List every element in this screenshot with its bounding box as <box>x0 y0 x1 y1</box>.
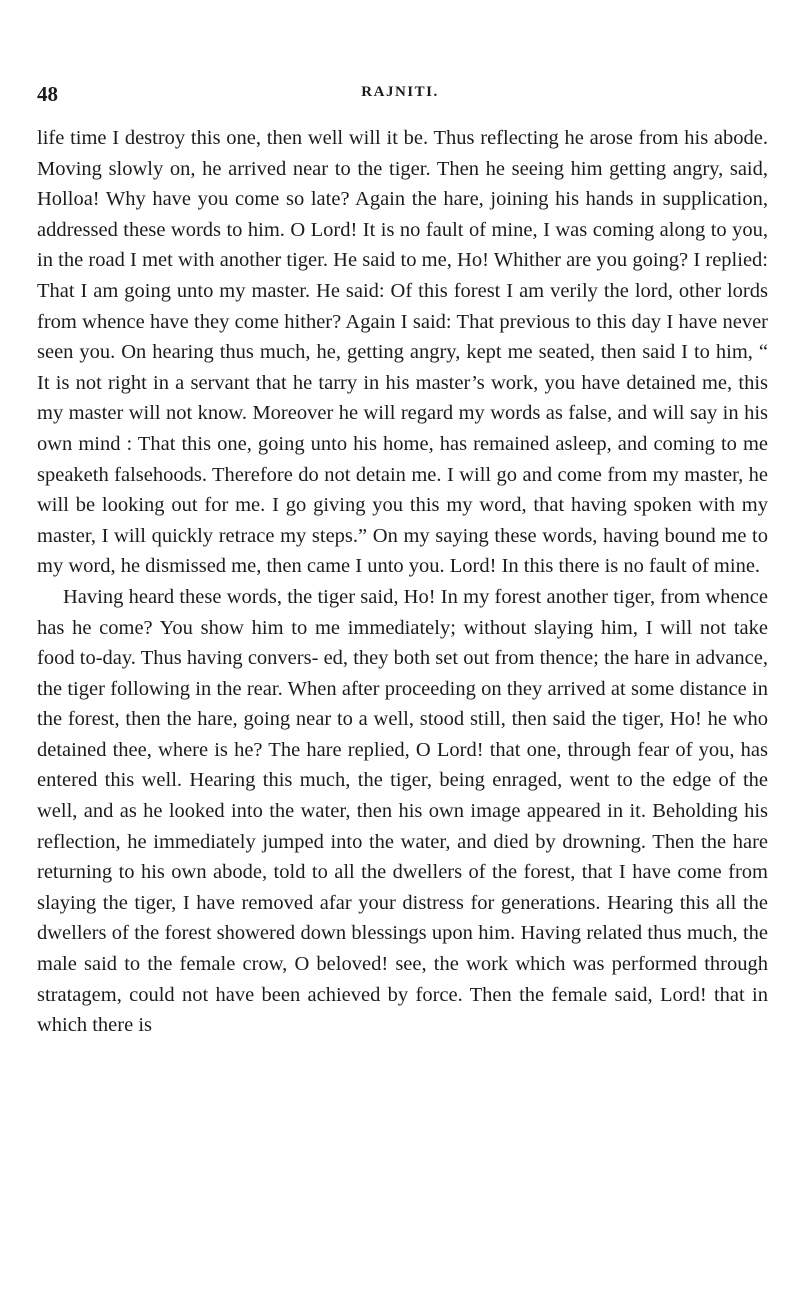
paragraph-continuation: life time I destroy this one, then well will it be. Thus reflecting he arose from his abode. Moving slowly on, he arrived near to the tiger. Then he seeing him getting angry, said, Holloa! Why have you come so late? Again the hare, joining his hands in supplication, addressed these words to him. O Lord! It is no fault of mine, I was coming along to you, in the road I met with another tiger. He said to me, Ho! Whither are you going? I replied: That I am going unto my master. He said: Of this forest I am verily the lord, other lords from whence have they come hither? Again I said: That previous to this day I have never seen you. On hearing thus much, he, getting angry, kept me seated, then said I to him, “ It is not right in a servant that he tarry in his master’s work, you have detained me, this my master will not know. Moreover he will regard my words as false, and will say in his own mind : That this one, going unto his home, has remained asleep, and coming to me speaketh falsehoods. Therefore do not detain me. I will go and come from my master, he will be looking out for me. I go giving you this my word, that having spoken with my master, I will quickly retrace my steps.” On my saying these words, having bound me to my word, he dismissed me, then came I unto you. Lord! In this there is no fault of mine. <box>37 127 768 578</box>
page-header <box>0 82 800 108</box>
running-head: RAJNITI. <box>361 84 439 100</box>
page-number: 48 <box>37 82 58 106</box>
paragraph: Having heard these words, the tiger said, Ho! In my forest another tiger, from whence has he come? You show him to me immediately; without slaying him, I will not take food to-day. Thus having convers- ed, they both set out from thence; the hare in advance, the tiger following in the rear. When after proceeding on they arrived at some distance in the forest, then the hare, going near to a well, stood still, then said the tiger, Ho! he who detained thee, where is he? The hare replied, O Lord! that one, through fear of you, has entered this well. Hearing this much, the tiger, being enraged, went to the edge of the well, and as he looked into the water, then his own image appeared in it. Beholding his reflection, he immediately jumped into the water, and died by drowning. Then the hare returning to his own abode, told to all the dwellers of the forest, that I have come from slaying the tiger, I have removed afar your distress for generations. Hearing this all the dwellers of the forest showered down blessings upon him. Having related thus much, the male said to the female crow, O beloved! see, the work which was performed through stratagem, could not have been achieved by force. Then the female said, Lord! that in which there is <box>37 585 768 1037</box>
body-text <box>37 123 768 1041</box>
